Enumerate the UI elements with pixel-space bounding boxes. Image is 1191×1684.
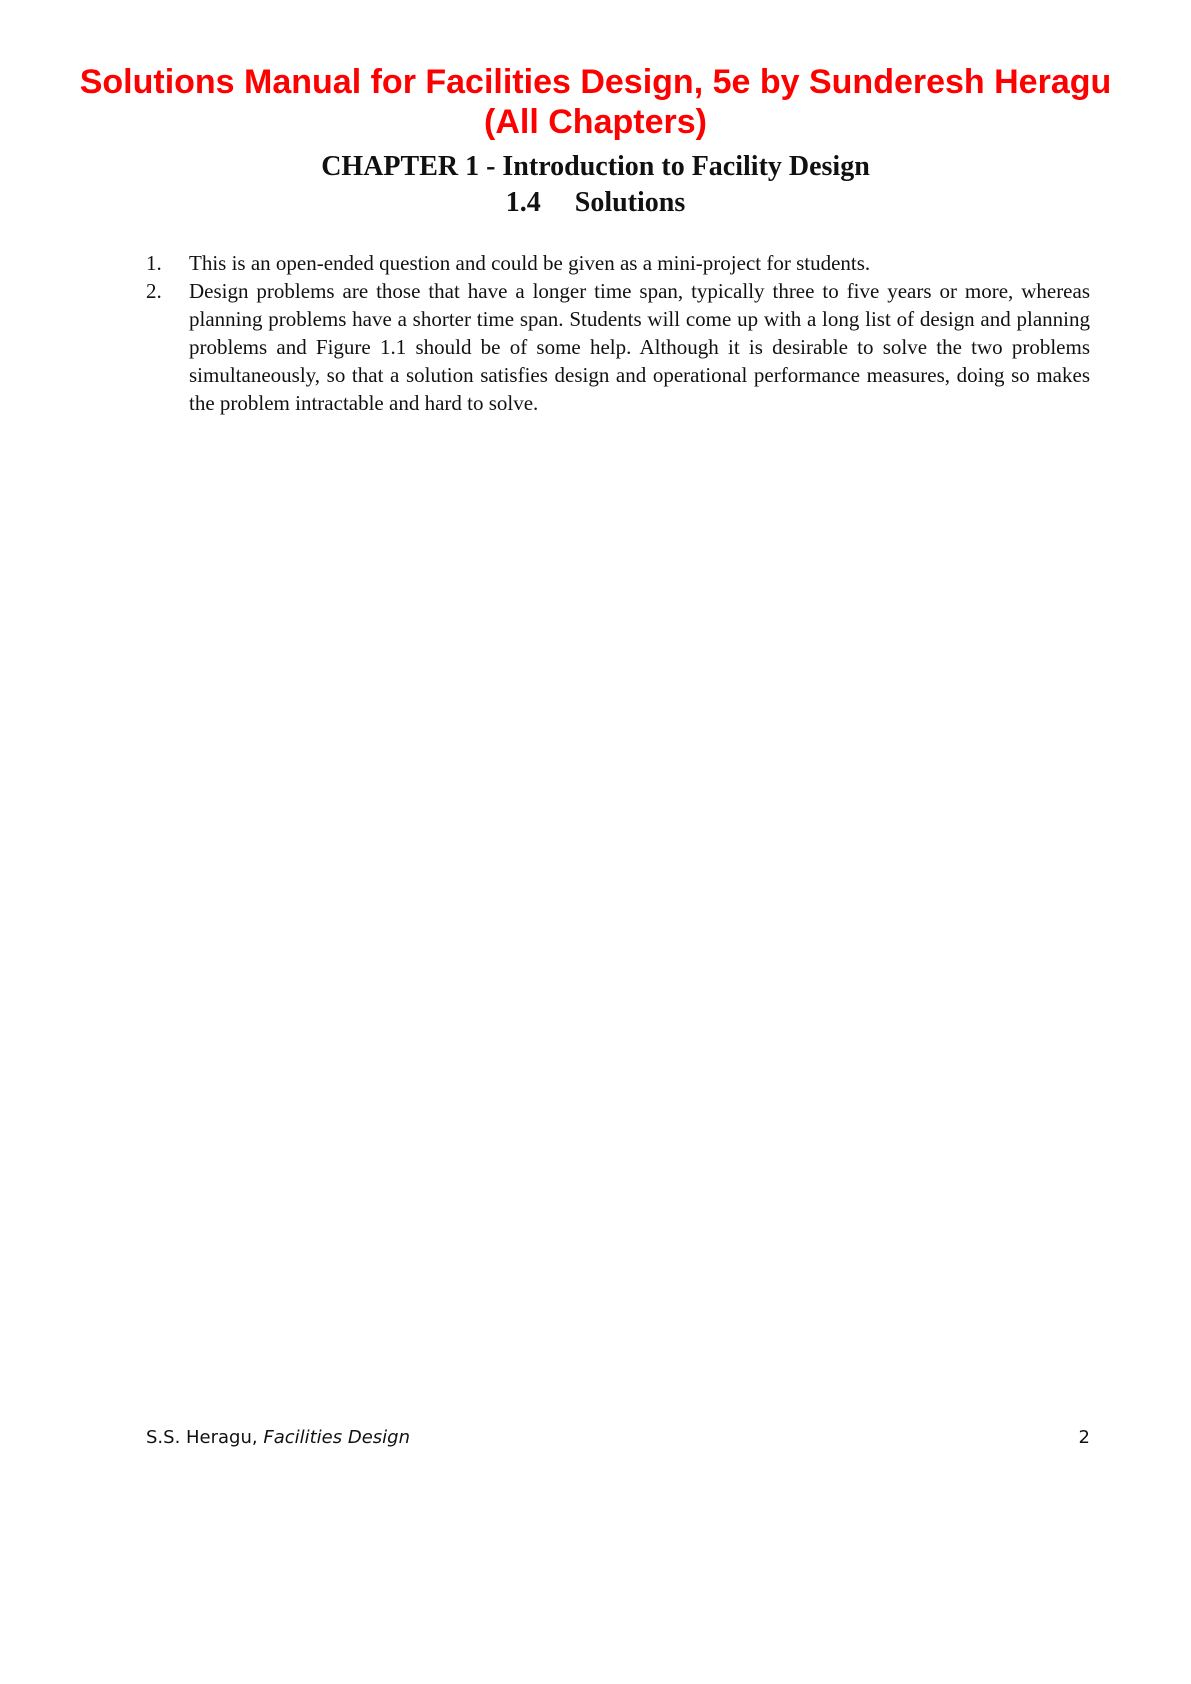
solution-text: Design problems are those that have a longer time span, typically three to five years or more, whereas planning problems have a shorter time span. Students will come up with a long list of design and planning problems and Figure 1.1 should be of some help. Although it is desirable to solve the two problems simultaneously, so that a solution satisfies design and operational performance measures, doing so makes the problem intractable and hard to solve.	[189, 279, 1090, 415]
footer-citation	[146, 1426, 410, 1450]
solution-text: This is an open-ended question and could be given as a mini-project for students.	[189, 251, 871, 275]
solution-number: 1.	[146, 251, 162, 275]
footer-author: S.S. Heragu,	[146, 1427, 264, 1448]
solution-number: 2.	[146, 279, 162, 303]
solution-item	[146, 249, 1090, 277]
page-number: 2	[1078, 1427, 1090, 1448]
footer-book-title: Facilities Design	[263, 1427, 411, 1448]
solution-item	[146, 277, 1090, 417]
section-number: 1.4	[505, 187, 541, 218]
section-title: Solutions	[574, 187, 686, 218]
solutions-list	[146, 249, 1090, 417]
chapter-title: CHAPTER 1 - Introduction to Facility Design	[321, 151, 870, 182]
banner-title-line-2: (All Chapters)	[484, 103, 707, 141]
section-heading	[0, 186, 1191, 220]
banner-title-line-1: Solutions Manual for Facilities Design, 5e by Sunderesh Heragu	[79, 63, 1112, 101]
